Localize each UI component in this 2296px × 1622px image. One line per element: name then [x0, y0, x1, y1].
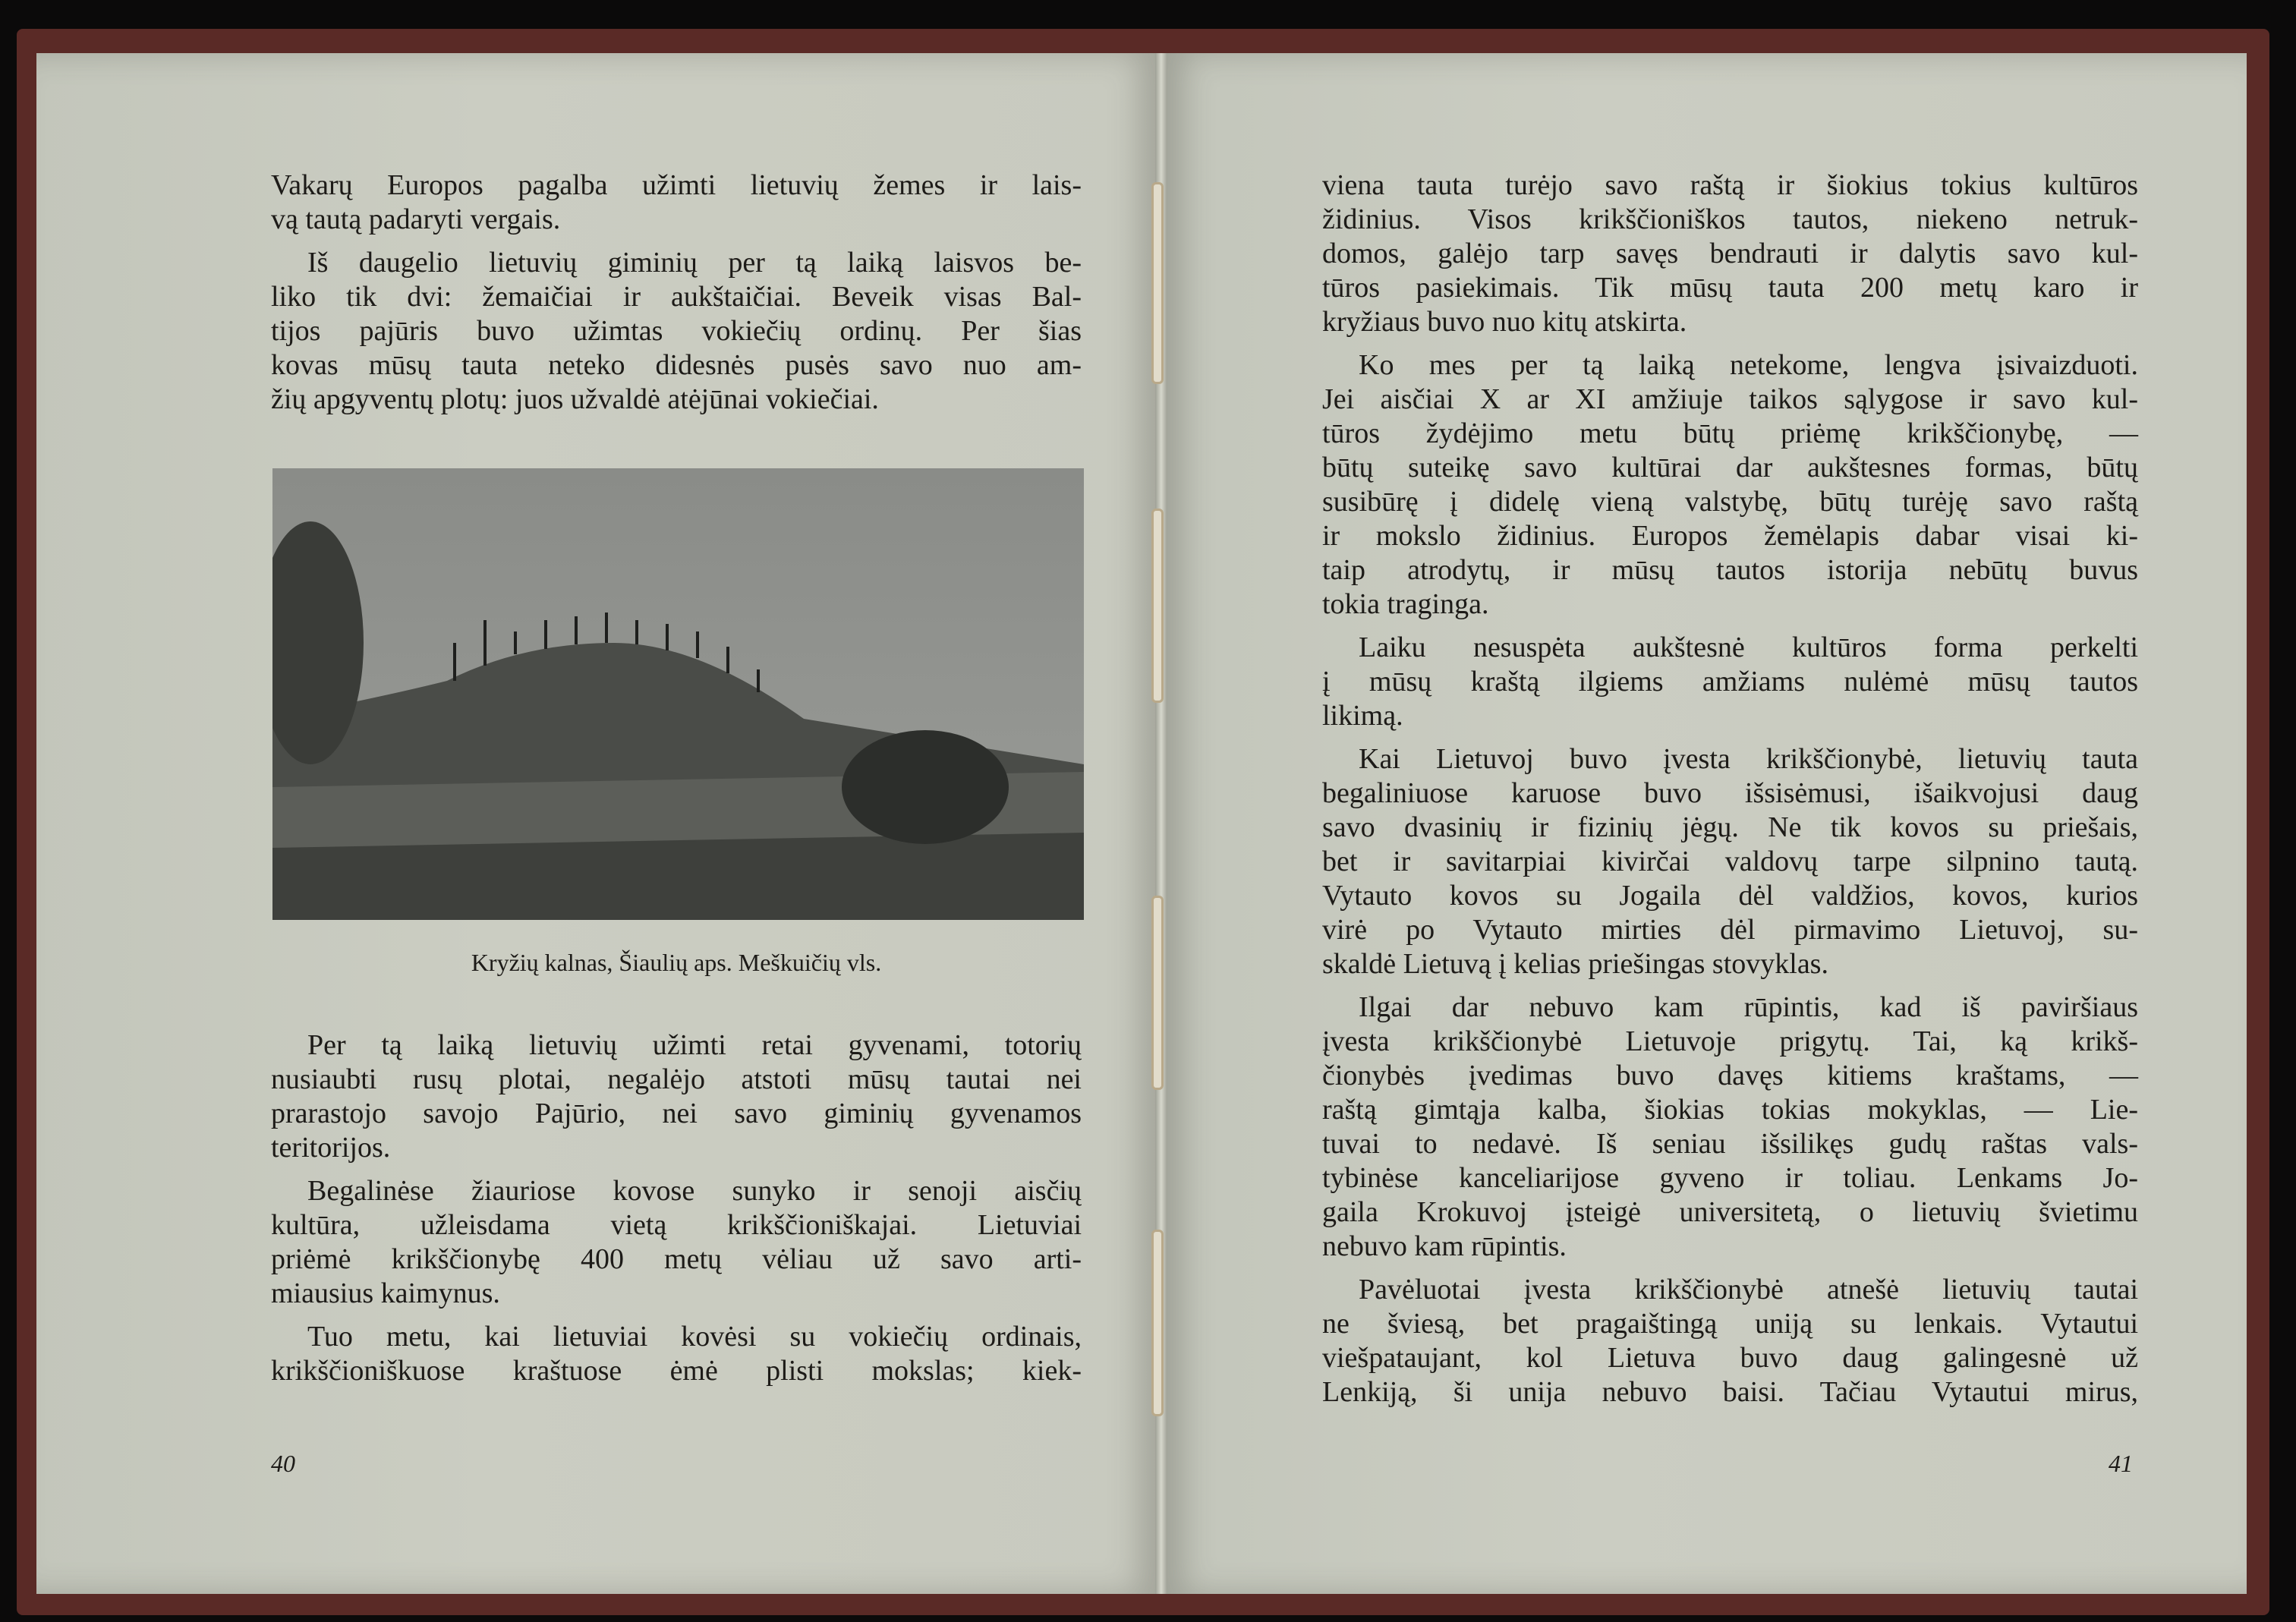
text-line: kovas mūsų tauta neteko didesnės pusės savo nuo am- — [271, 349, 1082, 381]
text-line: taip atrodytų, ir mūsų tautos istorija nebūtų buvus — [1322, 554, 2138, 586]
text-line: tokia traginga. — [1322, 588, 1489, 620]
paragraph — [1322, 991, 2138, 1264]
text-line: tūros pasiekimais. Tik mūsų tauta 200 metų karo ir — [1322, 272, 2138, 304]
text-line: Jei aisčiai X ar XI amžiuje taikos sąlygose ir savo kul- — [1322, 383, 2138, 415]
paragraph — [271, 168, 1082, 237]
text-line: Vakarų Europos pagalba užimti lietuvių žemes ir lais- — [271, 169, 1082, 201]
text-line: židinius. Visos krikščioniškos tautos, niekeno netruk- — [1322, 203, 2138, 235]
text-line: raštą gimtąja kalba, šiokias tokias mokyklas, — Lie- — [1322, 1094, 2138, 1126]
text-line: tuvai to nedavė. Iš seniau išsilikęs gudų raštas vals- — [1322, 1128, 2138, 1160]
text-line: virė po Vytauto mirties dėl pirmavimo Lietuvoj, su- — [1322, 914, 2138, 946]
text-line: krikščioniškuose kraštuose ėmė plisti mokslas; kiek- — [271, 1355, 1082, 1387]
left-top-text — [271, 168, 1082, 426]
text-line: ir mokslo židinius. Europos žemėlapis dabar visai ki- — [1322, 520, 2138, 552]
text-line: tūros žydėjimo metu būtų priėmę krikščionybę, — — [1322, 417, 2138, 449]
text-line: begaliniuose karuose buvo išsisėmusi, išaikvojusi daug — [1322, 777, 2138, 809]
text-line: būtų suteikę savo kultūrai dar aukštesnes formas, būtų — [1322, 452, 2138, 483]
right-text — [1322, 168, 2138, 1419]
paragraph — [271, 1320, 1082, 1388]
paragraph — [1322, 348, 2138, 622]
binding-stitch — [1151, 896, 1164, 1090]
text-line: Laiku nesuspėta aukštesnė kultūros forma perkelti — [1359, 631, 2138, 663]
binding-stitch — [1151, 1230, 1164, 1416]
text-line: prarastojo savojo Pajūrio, nei savo giminių gyvenamos — [271, 1098, 1082, 1129]
text-line: Ko mes per tą laiką netekome, lengva įsivaizduoti. — [1359, 349, 2138, 381]
text-line: į mūsų kraštą ilgiems amžiams nulėmė mūsų tautos — [1322, 666, 2138, 698]
paragraph — [271, 1174, 1082, 1311]
text-line: bet ir savitarpiai kivirčai valdovų tarpe silpnino tautą. — [1322, 846, 2138, 877]
photo-caption: Kryžių kalnas, Šiaulių aps. Meškuičių vls. — [471, 949, 882, 976]
paragraph — [271, 246, 1082, 417]
paragraph — [1322, 631, 2138, 733]
text-line: Ilgai dar nebuvo kam rūpintis, kad iš paviršiaus — [1359, 991, 2138, 1023]
text-line: Kai Lietuvoj buvo įvesta krikščionybė, lietuvių tauta — [1359, 743, 2138, 775]
photo-hill-of-crosses — [272, 468, 1084, 920]
page-number-right: 41 — [2109, 1450, 2133, 1477]
text-line: priėmė krikščionybę 400 metų vėliau už savo arti- — [271, 1243, 1082, 1275]
text-line: domos, galėjo tarp savęs bendrauti ir dalytis savo kul- — [1322, 238, 2138, 269]
text-line: viešpataujant, kol Lietuva buvo daug galingesnė už — [1322, 1342, 2138, 1374]
text-line: vą tautą padaryti vergais. — [271, 203, 561, 235]
text-line: liko tik dvi: žemaičiai ir aukštaičiai. Beveik visas Bal- — [271, 281, 1082, 313]
text-line: Begalinėse žiauriose kovose sunyko ir senoji aisčių — [307, 1175, 1082, 1207]
text-line: kultūra, užleisdama vietą krikščioniškajai. Lietuviai — [271, 1209, 1082, 1241]
text-line: kryžiaus buvo nuo kitų atskirta. — [1322, 306, 1687, 338]
text-line: teritorijos. — [271, 1132, 391, 1164]
paragraph — [1322, 168, 2138, 339]
text-line: susibūrę į didelę vieną valstybę, būtų turėję savo raštą — [1322, 486, 2138, 518]
text-line: viena tauta turėjo savo raštą ir šiokius tokius kultūros — [1322, 169, 2138, 201]
text-line: gaila Krokuvoj įsteigė universitetą, o lietuvių švietimu — [1322, 1196, 2138, 1228]
text-line: tijos pajūris buvo užimtas vokiečių ordinų. Per šias — [271, 315, 1082, 347]
binding-stitch — [1151, 509, 1164, 703]
text-line: čionybės įvedimas buvo davęs kitiems kraštams, — — [1322, 1060, 2138, 1091]
text-line: miausius kaimynus. — [271, 1277, 500, 1309]
text-line: tybinėse kanceliarijose gyveno ir toliau. Lenkams Jo- — [1322, 1162, 2138, 1194]
text-line: Lenkiją, ši unija nebuvo baisi. Tačiau Vytautui mirus, — [1322, 1376, 2138, 1408]
text-line: skaldė Lietuvą į kelias priešingas stovyklas. — [1322, 948, 1828, 980]
text-line: nusiaubti rusų plotai, negalėjo atstoti mūsų tautai nei — [271, 1063, 1082, 1095]
paragraph — [1322, 1273, 2138, 1409]
paragraph — [271, 1028, 1082, 1165]
text-line: Pavėluotai įvesta krikščionybė atnešė lietuvių tautai — [1359, 1274, 2138, 1305]
text-line: įvesta krikščionybė Lietuvoje prigytų. Tai, ką krikš- — [1322, 1025, 2138, 1057]
binding-stitch — [1151, 182, 1164, 384]
left-bottom-text — [271, 1028, 1082, 1397]
text-line: žių apgyventų plotų: juos užvaldė atėjūnai vokiečiai. — [271, 383, 879, 415]
page-number-left: 40 — [271, 1450, 295, 1477]
text-line: nebuvo kam rūpintis. — [1322, 1230, 1567, 1262]
text-line: Per tą laiką lietuvių užimti retai gyvenami, totorių — [307, 1029, 1082, 1061]
text-line: savo dvasinių ir fizinių jėgų. Ne tik kovos su priešais, — [1322, 811, 2138, 843]
text-line: Vytauto kovos su Jogaila dėl valdžios, kovos, kurios — [1322, 880, 2138, 912]
text-line: Tuo metu, kai lietuviai kovėsi su vokiečių ordinais, — [307, 1321, 1082, 1353]
text-line: likimą. — [1322, 700, 1403, 732]
paragraph — [1322, 742, 2138, 981]
text-line: Iš daugelio lietuvių giminių per tą laiką laisvos be- — [307, 247, 1082, 279]
text-line: ne šviesą, bet pragaištingą uniją su lenkais. Vytautui — [1322, 1308, 2138, 1340]
